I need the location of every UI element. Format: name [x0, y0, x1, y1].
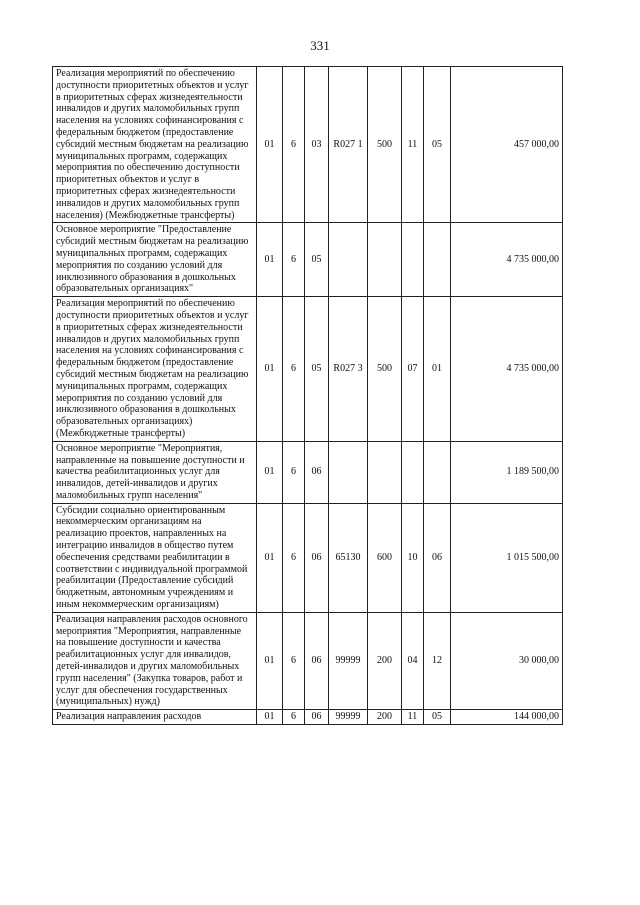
expense-type-code: 500 — [368, 67, 402, 223]
subsection-code: 01 — [424, 297, 451, 442]
row-description: Реализация направления расходов основного мероприятия "Мероприятия, направленные на повышение доступности и качества реабилитационных услуг для инвалидов, детей-инвалидов и других маломобильных групп населения" (Закупка товаров, работ и услуг для обеспечения государственных (муниципальных) нужд) — [53, 612, 257, 709]
section-code — [402, 441, 424, 503]
expense-type-code: 200 — [368, 612, 402, 709]
table-row — [53, 710, 563, 725]
amount-value: 1 015 500,00 — [451, 503, 563, 612]
expense-type-code — [368, 223, 402, 297]
row-description: Субсидии социально ориентированным некоммерческим организациям на реализацию проектов, направленных на интеграцию инвалидов в общество путем обеспечения средствами реабилитации в соответствии с индивидуальной программой реабилитации (Предоставление субсидий бюджетным, автономным учреждениям и иным некоммерческим организациям) — [53, 503, 257, 612]
section-code: 07 — [402, 297, 424, 442]
subprogram-code: 6 — [283, 710, 305, 725]
direction-code: 65130 — [329, 503, 368, 612]
subsection-code — [424, 223, 451, 297]
direction-code — [329, 441, 368, 503]
row-description: Основное мероприятие "Предоставление субсидий местным бюджетам на реализацию муниципальных программ, содержащих мероприятия по созданию условий для инклюзивного образования в дошкольных образовательных организациях" — [53, 223, 257, 297]
amount-value: 144 000,00 — [451, 710, 563, 725]
program-code: 01 — [257, 223, 283, 297]
measure-code: 06 — [305, 710, 329, 725]
program-code: 01 — [257, 67, 283, 223]
program-code: 01 — [257, 503, 283, 612]
measure-code: 03 — [305, 67, 329, 223]
expense-type-code — [368, 441, 402, 503]
subprogram-code: 6 — [283, 612, 305, 709]
direction-code: 99999 — [329, 612, 368, 709]
subsection-code: 05 — [424, 710, 451, 725]
measure-code: 06 — [305, 612, 329, 709]
table-row — [53, 297, 563, 442]
direction-code: R027 3 — [329, 297, 368, 442]
program-code: 01 — [257, 297, 283, 442]
measure-code: 06 — [305, 503, 329, 612]
table-row — [53, 223, 563, 297]
subprogram-code: 6 — [283, 503, 305, 612]
subsection-code — [424, 441, 451, 503]
program-code: 01 — [257, 612, 283, 709]
section-code: 04 — [402, 612, 424, 709]
table-row — [53, 67, 563, 223]
section-code: 11 — [402, 67, 424, 223]
subprogram-code: 6 — [283, 67, 305, 223]
direction-code — [329, 223, 368, 297]
measure-code: 06 — [305, 441, 329, 503]
budget-table — [52, 66, 563, 725]
table-row — [53, 612, 563, 709]
row-description: Реализация мероприятий по обеспечению доступности приоритетных объектов и услуг в приоритетных сферах жизнедеятельности инвалидов и других маломобильных групп населения на условиях софинансирования с федеральным бюджетом (предоставление субсидий местным бюджетам на реализацию муниципальных программ, содержащих мероприятия по созданию условий для инклюзивного образования в дошкольных образовательных организациях) (Межбюджетные трансферты) — [53, 297, 257, 442]
direction-code: 99999 — [329, 710, 368, 725]
expense-type-code: 500 — [368, 297, 402, 442]
amount-value: 30 000,00 — [451, 612, 563, 709]
direction-code: R027 1 — [329, 67, 368, 223]
page-number: 331 — [310, 38, 330, 53]
program-code: 01 — [257, 710, 283, 725]
row-description: Реализация направления расходов — [53, 710, 257, 725]
subprogram-code: 6 — [283, 441, 305, 503]
table-body — [53, 67, 563, 725]
subsection-code: 06 — [424, 503, 451, 612]
row-description: Основное мероприятие "Мероприятия, направленные на повышение доступности и качества реабилитационных услуг для инвалидов, детей-инвалидов и других маломобильных групп населения" — [53, 441, 257, 503]
table-row — [53, 441, 563, 503]
subprogram-code: 6 — [283, 297, 305, 442]
subsection-code: 05 — [424, 67, 451, 223]
amount-value: 4 735 000,00 — [451, 223, 563, 297]
subsection-code: 12 — [424, 612, 451, 709]
expense-type-code: 600 — [368, 503, 402, 612]
section-code — [402, 223, 424, 297]
measure-code: 05 — [305, 297, 329, 442]
program-code: 01 — [257, 441, 283, 503]
amount-value: 1 189 500,00 — [451, 441, 563, 503]
row-description: Реализация мероприятий по обеспечению доступности приоритетных объектов и услуг в приоритетных сферах жизнедеятельности инвалидов и других маломобильных групп населения на условиях софинансирования с федеральным бюджетом (предоставление субсидий местным бюджетам на реализацию муниципальных программ, содержащих мероприятия по обеспечению доступности приоритетных объектов и услуг в приоритетных сферах жизнедеятельности инвалидов и других маломобильных групп населения) (Межбюджетные трансферты) — [53, 67, 257, 223]
subprogram-code: 6 — [283, 223, 305, 297]
section-code: 11 — [402, 710, 424, 725]
amount-value: 457 000,00 — [451, 67, 563, 223]
section-code: 10 — [402, 503, 424, 612]
expense-type-code: 200 — [368, 710, 402, 725]
measure-code: 05 — [305, 223, 329, 297]
table-row — [53, 503, 563, 612]
amount-value: 4 735 000,00 — [451, 297, 563, 442]
